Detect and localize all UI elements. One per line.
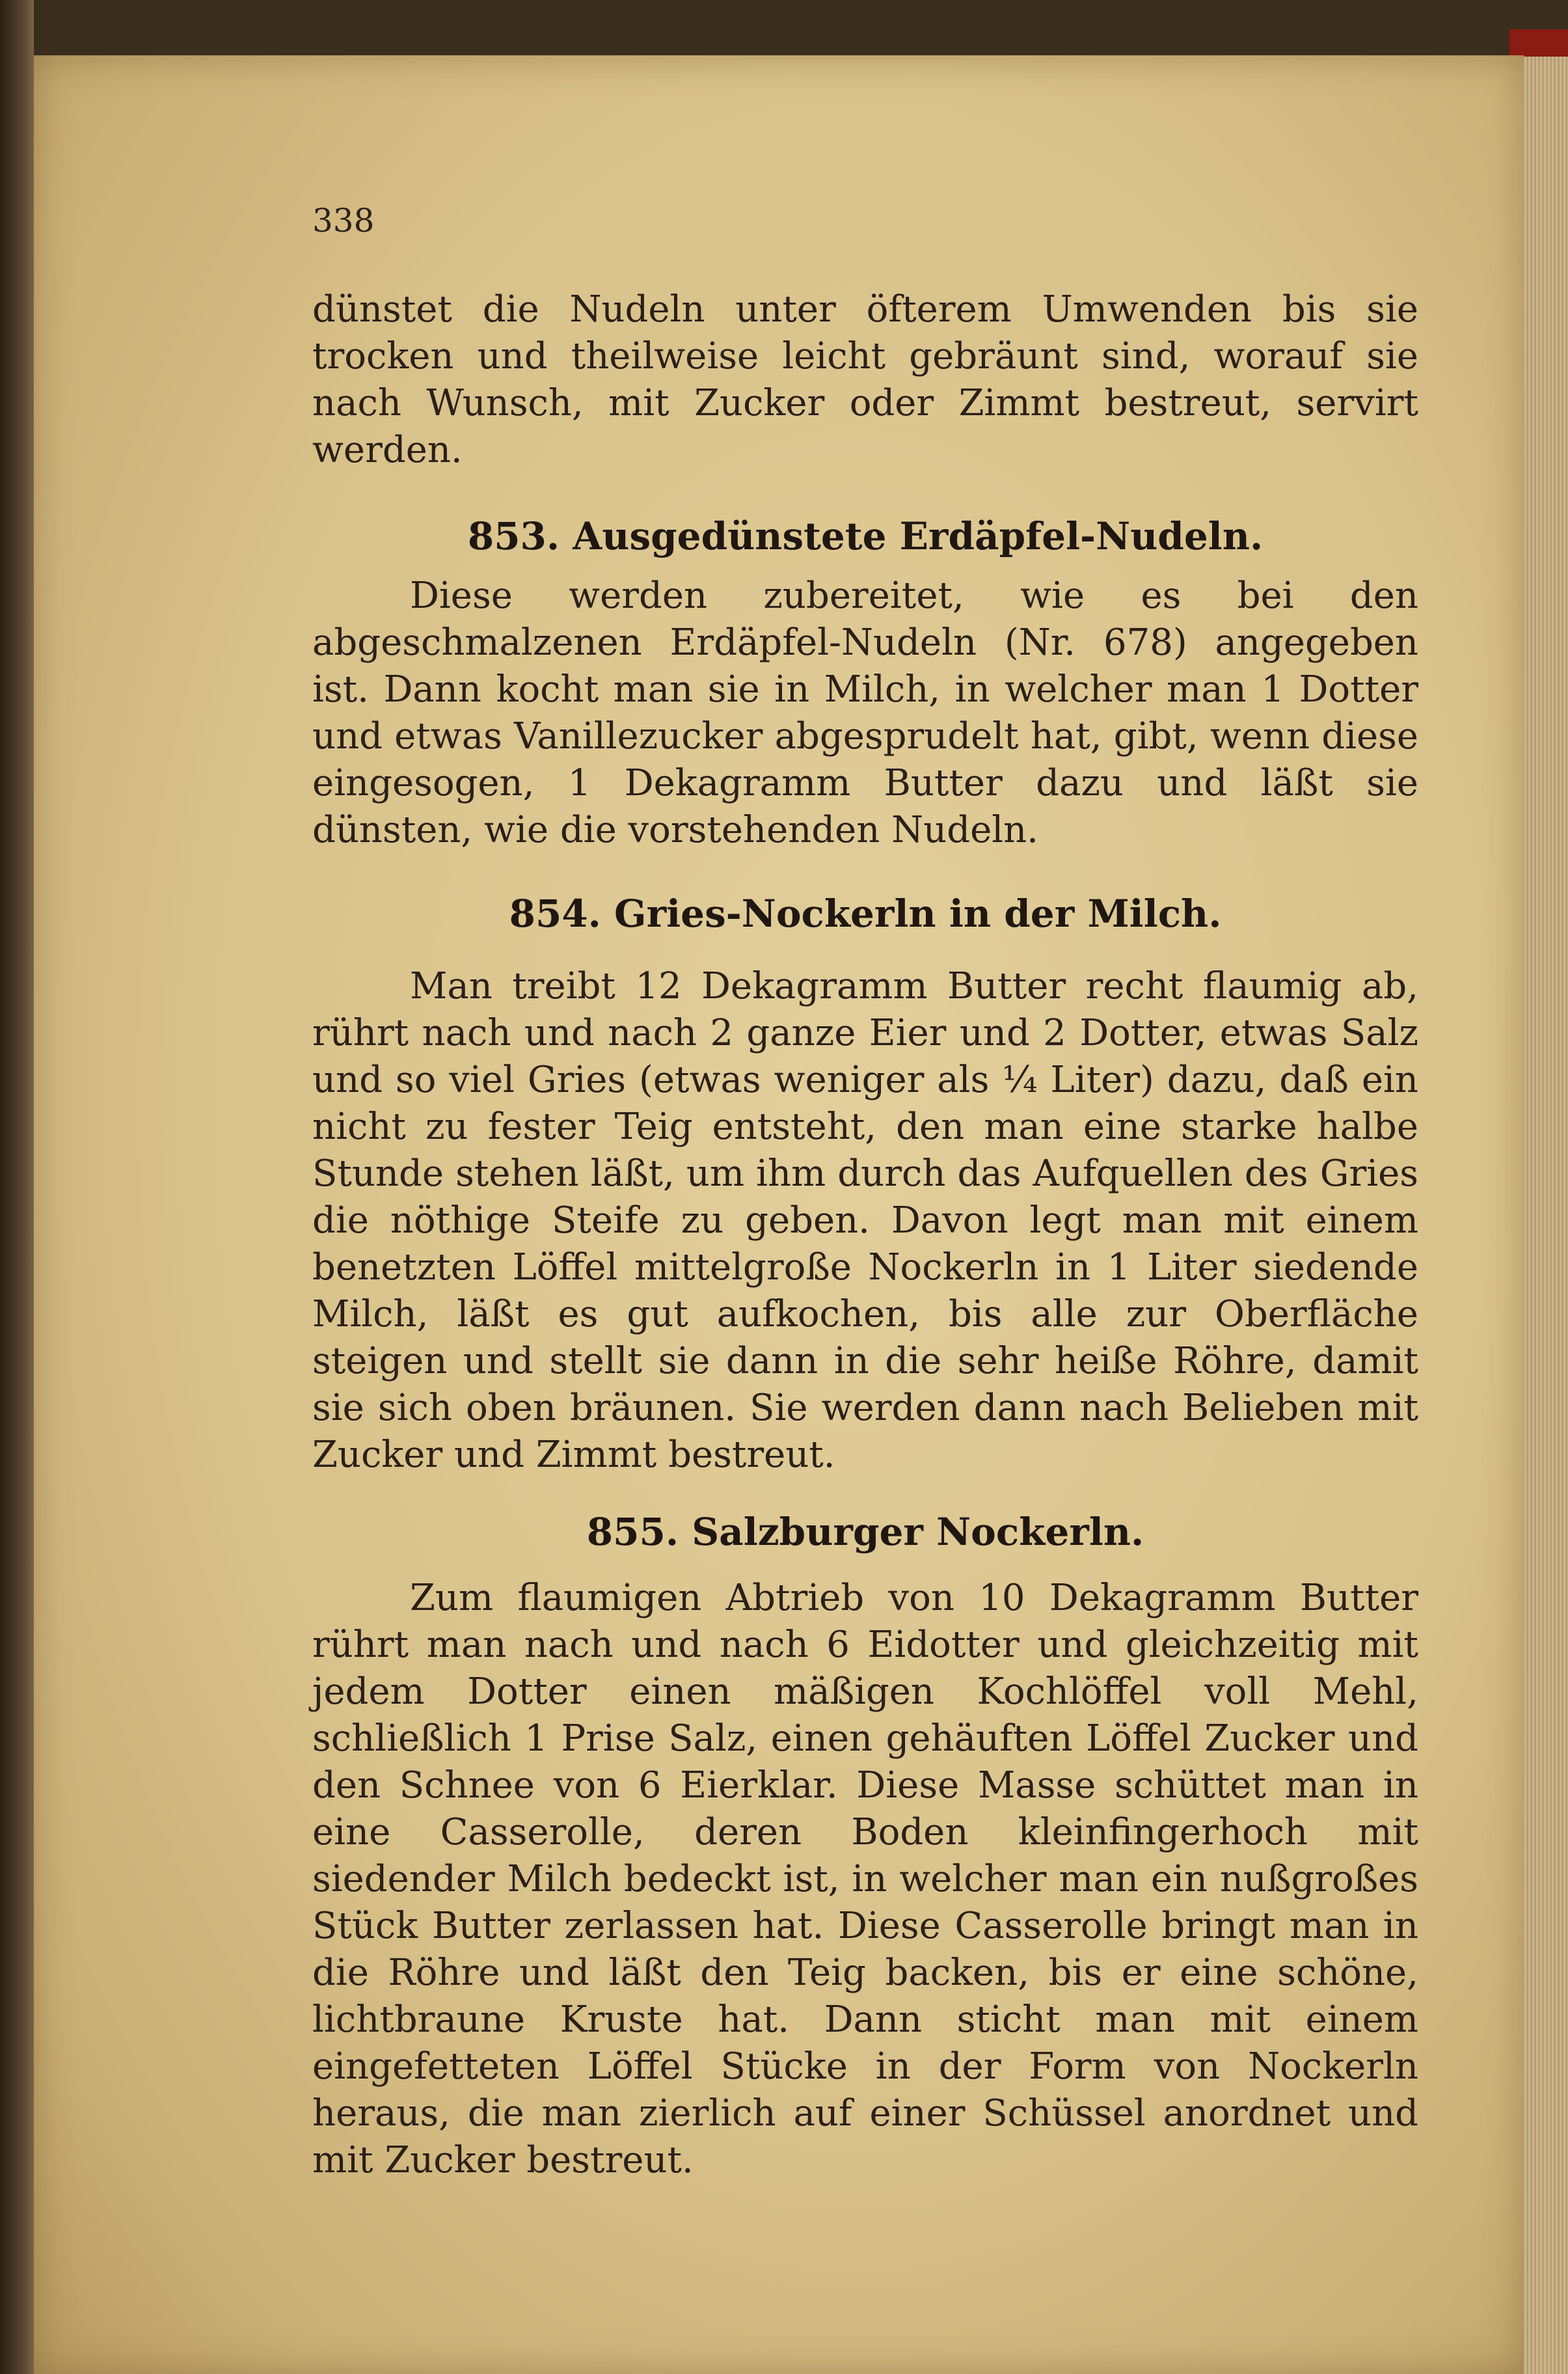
recipe-855-body: Zum flaumigen Abtrieb von 10 Dekagramm Butter rührt man nach und nach 6 Eidotter und gleichzeitig mit jedem Dotter einen mäßigen Kochlöffel voll Mehl, schließlich 1 Prise Salz, einen gehäuften Löffel Zucker und den Schnee von 6 Eierklar. Diese Masse schüttet man in eine Casserolle, deren Boden kleinfingerhoch mit siedender Milch bedeckt ist, in welcher man ein nußgroßes Stück Butter zerlassen hat. Diese Casserolle bringt man in die Röhre und läßt den Teig backen, bis er eine schöne, lichtbraune Kruste hat. Dann sticht man mit einem eingefetteten Löffel Stücke in der Form von Nockerln heraus, die man zierlich auf einer Schüssel anordnet und mit Zucker bestreut. [312, 1577, 1418, 2181]
bookmark-ribbon [1509, 29, 1568, 57]
page-edges [1524, 46, 1568, 2374]
recipe-853-body: Diese werden zubereitet, wie es bei den abgeschmalzenen Erdäpfel-Nudeln (Nr. 678) angegeben ist. Dann kocht man sie in Milch, in welcher man 1 Dotter und etwas Vanillezucker abgesprudelt hat, gibt, wenn diese eingesogen, 1 Dekagramm Butter dazu und läßt sie dünsten, wie die vorstehenden Nudeln. [312, 575, 1418, 851]
continuation-text: dünstet die Nudeln unter öfterem Umwenden bis sie trocken und theilweise leicht gebräunt sind, worauf sie nach Wunsch, mit Zucker oder Zimmt bestreut, servirt werden. [312, 288, 1418, 471]
recipe-854-body: Man treibt 12 Dekagramm Butter recht flaumig ab, rührt nach und nach 2 ganze Eier und 2 Dotter, etwas Salz und so viel Gries (etwas weniger als ¼ Liter) dazu, daß ein nicht zu fester Teig entsteht, den man eine starke halbe Stunde stehen läßt, um ihm durch das Aufquellen des Gries die nöthige Steife zu geben. Davon legt man mit einem benetzten Löffel mittelgroße Nockerln in 1 Liter siedende Milch, läßt es gut aufkochen, bis alle zur Oberfläche steigen und stellt sie dann in die sehr heiße Röhre, damit sie sich oben bräunen. Sie werden dann nach Belieben mit Zucker und Zimmt bestreut. [312, 965, 1418, 1476]
continuation-paragraph [312, 286, 1418, 474]
recipe-853-title: 853. Ausgedünstete Erdäpfel-Nudeln. [467, 514, 1264, 558]
recipe-855-body-block [312, 1575, 1418, 2184]
recipe-853-body-block [312, 573, 1418, 854]
recipe-855-title: 855. Salzburger Nockerln. [586, 1510, 1144, 1554]
page-number: 338 [312, 202, 375, 239]
recipe-854-body-block [312, 963, 1418, 1479]
book-spine-shadow [0, 0, 34, 2374]
recipe-854-title: 854. Gries-Nockerln in der Milch. [509, 892, 1222, 936]
